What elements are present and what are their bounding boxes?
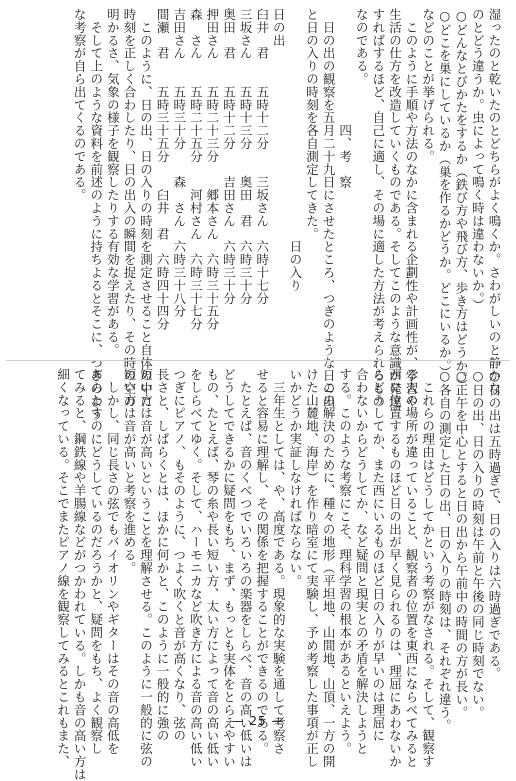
page-number: — 25 —: [231, 714, 285, 728]
text-column-bottom: ○日の出は五時過ぎで、日の入りは六時過ぎである。 ○日の出、日の入りの時刻は午前と午後の同じ時刻でない。 ○正午を中心とすると日の出から午前中の時間の方が長い。 ○各自の測定した日の出、日の入りの時刻は、それぞれ違う。 これらの理由はどうしてかという考察がなされる。そして、観察す る人の場所が違っていること、観察者の位置を東西にならべてみると 西に位置するものほど日の出が早く見られるのは、理屈にあわないか らどうしてか、また西にいるものほど日の入りが早いのは理屈に 合わないからどうしてか、など疑問と現実との矛盾を解決しようと する。このような考察にこそ、理科学習の根本があるといえよう。 この解決のために、種々の地形（平坦地、山間地、山頂、一方の開 けた山麓地、海岸）を作り暗室にて実験し、予め考察した事項が正し いかどうか実証しなければならない。 三年生としては、や、高度である。現象的な実験を通して考察さ せると容易に理解し、その関係を把握することができるのである。 たとえば、音のくべつでいろいろの楽器をしらべ、音の高い低いは どうしてできるかに疑問をもち、まず、もっとも実体をとらえやすい もの、たとえば、琴の糸や長い短い方、太い方によって音の高い低い をしらべてゆく。そして、ハーモニカなど吹き方による音の高い低い つぎにピアノ、もそのように、つよく吹くと音が高くなり、弦の 長さと、しばらくとは、ほかに何かと、このように一般的に強の 短い方は音が高いということを理解させる。このように一般的に弦の 短い方は音が高いと考察を進める。 しかし、同じ長さの弦でもバイオリンやギターはその音の高低を あらわすのにどうしているのだろうかと、疑問をもち、よく観察し てみると、鋼鉄線や羊腸線などがつかわれている。しかも音の高い方は 細くなっている。そこでまたピアノ線を観察してみるとこれもまた、: [55, 368, 502, 781]
section-divider: [6, 360, 510, 361]
text-column-top: 湿ったのと乾いたのとどちらがよく鳴くか。さわがしいのと静かな のとどう違うか。虫によって鳴く時は違わないか。） ○どんなとびかたをするか（鉄び方や飛び方、歩き方はどうか。） ○どこを巣にしているか（巣を作るかどうか。どこにいるか。） などのことが挙げられる。 このように手順や方法のなかに含まれる企劃性や計画性が、学習や 生活の仕方を改造していくものである。そしてこのような意識が発達 すればするほど、自己に適し、その場に適した方法が考えられるもの なのである。 四、考 察 日の出の観察を五月二十九日にさせたところ、つぎのような日の出 と日の入りの時刻を各自測定してきた。 日の入り 日の出 臼井 君 五時十二分 三坂さん 六時十七分 三坂さん 五時十三分 奥田 君 六時三十分 奥田 君 五時十二分 吉田さん 六時三十分 押田さん 五時二十三分 郷本さん 六時三十五分 森 さん 五時二十五分 河村さん 六時三十七分 吉田さん 五時三十分 森 さん 六時三十八分 間瀬 君 五時三十五分 臼井 君 六時四十四分 このように、日の出、日の入りの時刻を測定させること自体の中に 時刻を正しく合わしたり、日の出入の瞬間を捉えたり、その時の空の 明かるさ、気象の様子を観察したりする有効な学習がある。 そして上のような資料を前述のように持ちよるとそこに、つぎのよう な考察が自ら出てくるのである。: [72, 8, 502, 421]
